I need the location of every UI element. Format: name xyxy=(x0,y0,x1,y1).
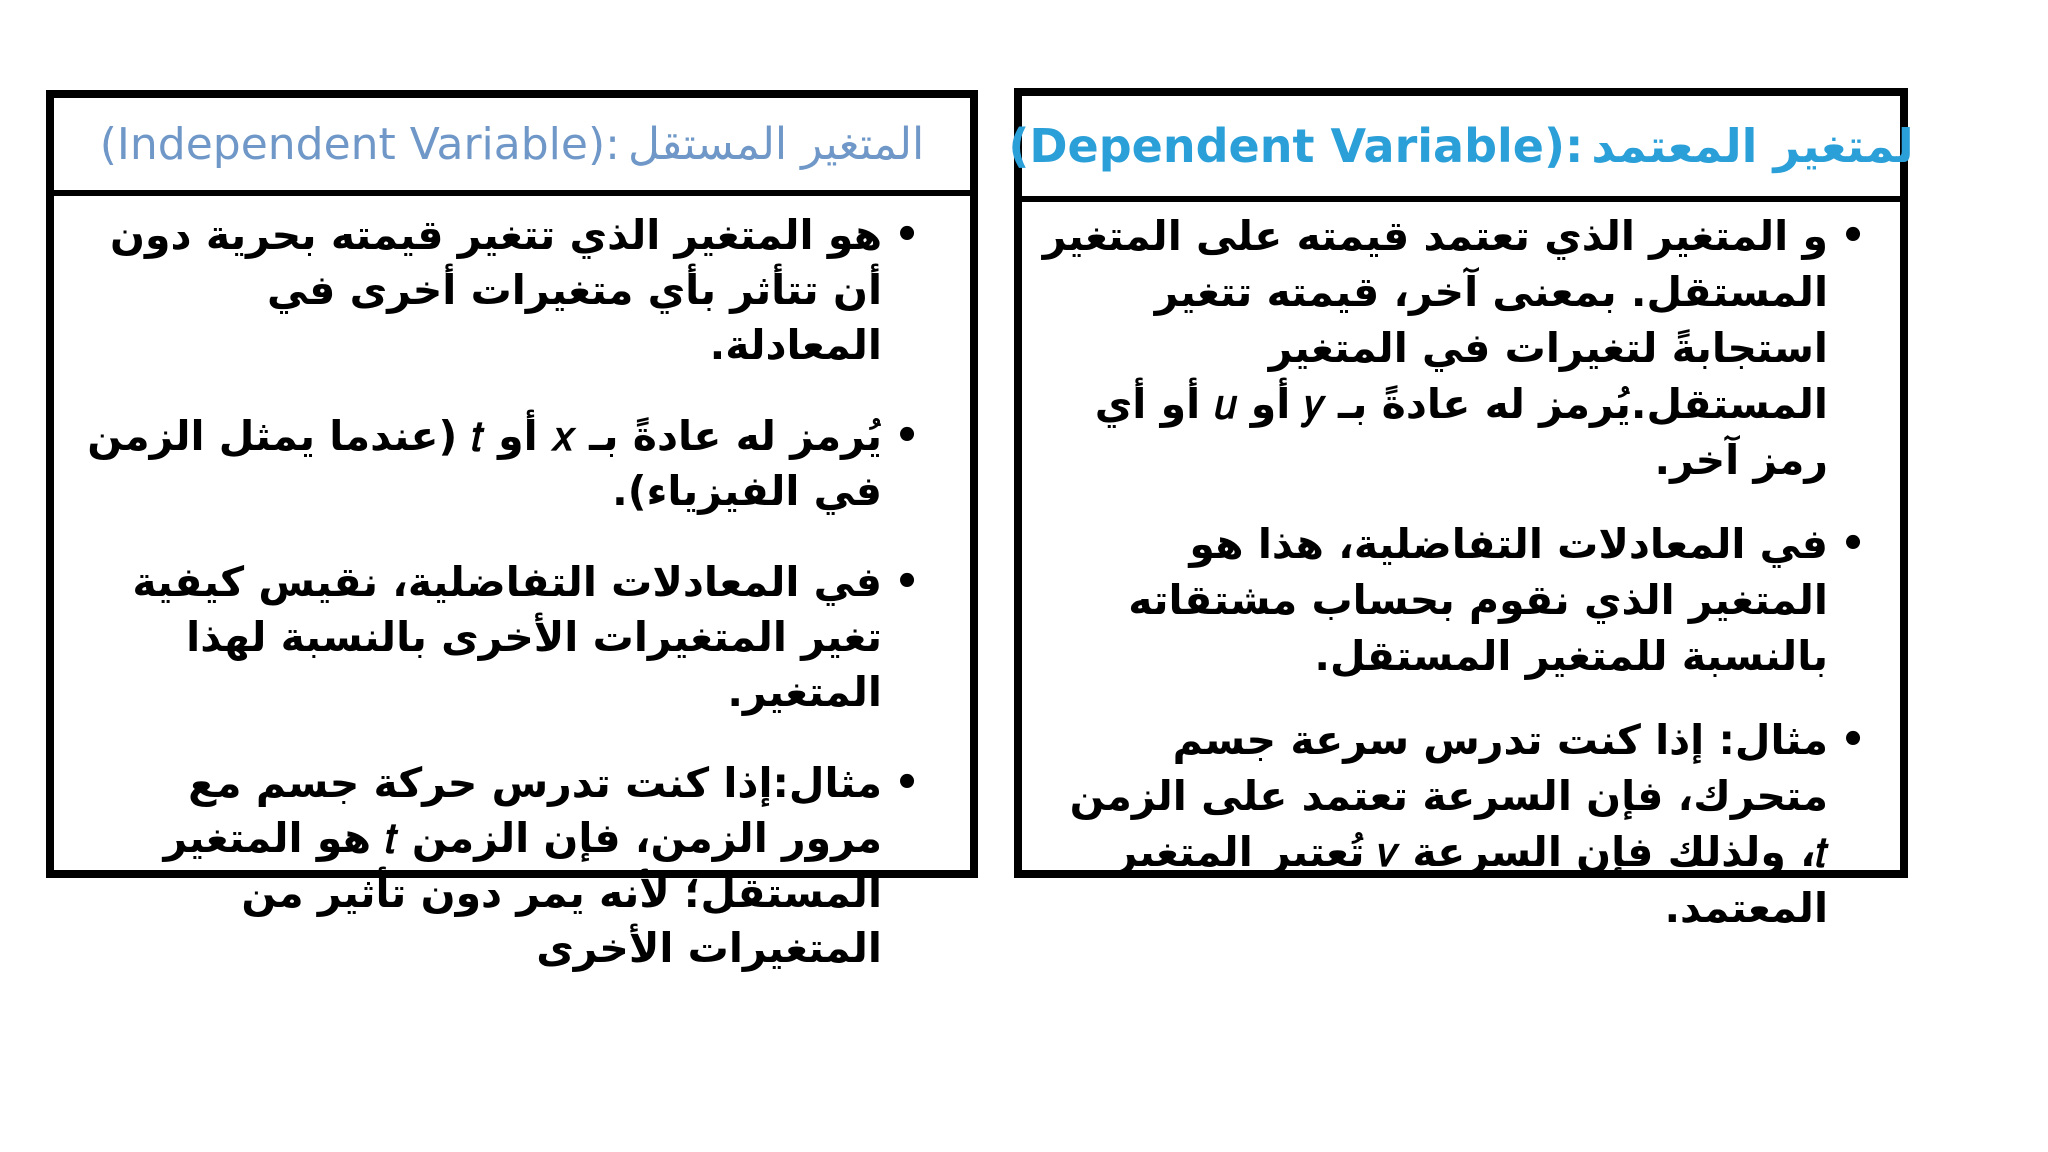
list-item xyxy=(1042,712,1870,936)
bullet-text: مثال:إذا كنت تدرس حركة جسم مع مرور الزمن، فإن الزمن 𝑡 هو المتغير المستقل؛ لأنه يمر دون تأثير من المتغيرات الأخرى xyxy=(163,759,882,972)
independent-variable-header xyxy=(54,98,970,196)
list-item xyxy=(84,756,924,976)
bullet-text: في المعادلات التفاضلية، نقيس كيفية تغير المتغيرات الأخرى بالنسبة لهذا المتغير. xyxy=(132,558,882,716)
bullet-text: و المتغير الذي تعتمد قيمته على المتغير المستقل. بمعنى آخر، قيمته تتغير استجابةً لتغيرات في المتغير المستقل.يُرمز له عادةً بـ 𝑦 أو 𝑢 أو أي رمز آخر. xyxy=(1042,212,1828,484)
bullet-icon: • xyxy=(1840,213,1866,259)
list-item xyxy=(84,208,924,373)
list-item xyxy=(84,555,924,720)
bullet-text: هو المتغير الذي تتغير قيمته بحرية دون أن تتأثر بأي متغيرات أخرى في المعادلة. xyxy=(110,211,882,369)
bullet-text: مثال: إذا كنت تدرس سرعة جسم متحرك، فإن السرعة تعتمد على الزمن 𝑡، ولذلك فإن السرعة 𝑣 تُعتبر المتغير المعتمد. xyxy=(1069,716,1828,932)
bullet-icon: • xyxy=(894,212,920,258)
list-item xyxy=(84,409,924,519)
list-item xyxy=(1042,208,1870,488)
dependent-header-arabic: لمتغير المعتمد xyxy=(1591,119,1914,173)
bullet-text: في المعادلات التفاضلية، هذا هو المتغير الذي نقوم بحساب مشتقاته بالنسبة للمتغير المستقل. xyxy=(1128,520,1828,680)
bullet-icon: • xyxy=(894,760,920,806)
dependent-variable-box xyxy=(1008,88,1914,932)
independent-header-latin: (Independent Variable): xyxy=(99,118,620,170)
independent-variable-box xyxy=(46,90,978,972)
dependent-variable-header xyxy=(1008,96,1914,202)
bullet-icon: • xyxy=(894,559,920,605)
independent-header-arabic: المتغير المستقل xyxy=(627,118,925,170)
bullet-icon: • xyxy=(1840,717,1866,763)
dependent-header-latin: (Dependent Variable): xyxy=(1008,119,1584,173)
bullet-text: يُرمز له عادةً بـ 𝑥 أو 𝑡 (عندما يمثل الزمن في الفيزياء). xyxy=(87,412,882,515)
bullet-icon: • xyxy=(1840,521,1866,567)
list-item xyxy=(1042,516,1870,684)
independent-bullet-list xyxy=(54,196,970,976)
dependent-bullet-list xyxy=(1022,202,1900,936)
bullet-icon: • xyxy=(894,413,920,459)
